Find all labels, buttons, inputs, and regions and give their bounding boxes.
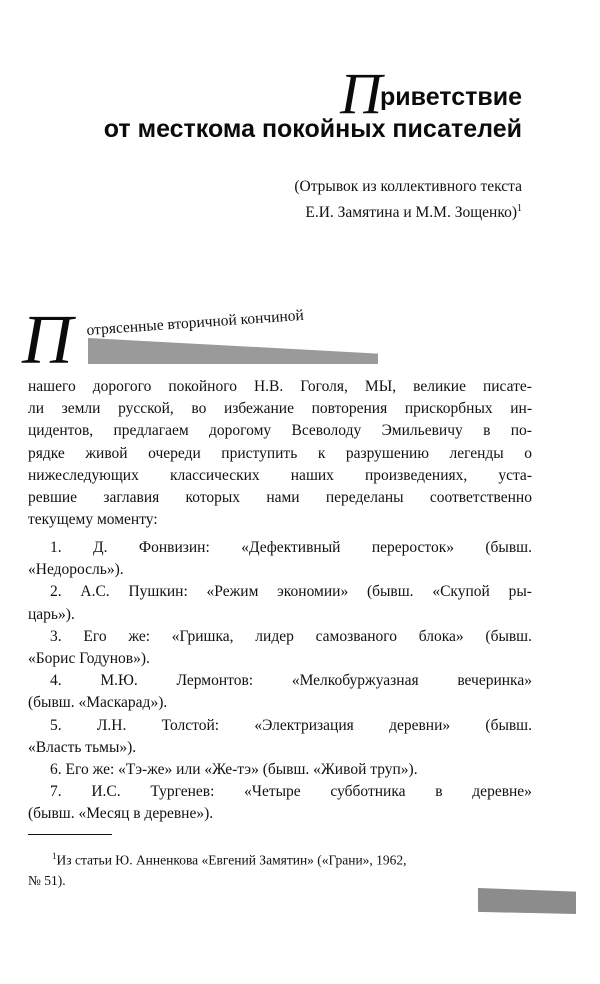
body-line: ревшие заглавия которых нами переделаны соответственно	[28, 489, 532, 507]
list-item	[28, 781, 532, 825]
footnote-mark: 1	[52, 851, 57, 861]
subtitle-footnote-mark: 1	[517, 203, 522, 214]
chapter-title	[103, 61, 522, 144]
renamed-works-list	[28, 537, 532, 826]
list-item	[28, 670, 532, 714]
subtitle	[294, 176, 522, 224]
list-item-line-1: 4. М.Ю. Лермонтов: «Мелкобуржуазная вечеринка»	[50, 672, 532, 690]
body-line: текущему моменту:	[28, 511, 158, 529]
body-line: ли земли русской, во избежание повторения прискорбных ин-	[28, 400, 532, 418]
list-item-line-2: «Недоросль»).	[28, 561, 124, 579]
title-line-1	[104, 61, 522, 126]
lead-in	[22, 302, 382, 379]
list-item-line-2: (бывш. «Маскарад»).	[28, 694, 168, 712]
list-item	[28, 759, 532, 781]
list-item-line-1: 7. И.С. Тургенев: «Четыре субботника в деревне»	[50, 783, 532, 801]
body-line: рядке живой очереди приступить к разрушению легенды о	[28, 444, 532, 462]
list-item-line-1: 5. Л.Н. Толстой: «Электризация деревни» (бывш.	[50, 716, 532, 734]
list-item-line-1: 6. Его же: «Тэ-же» или «Же-тэ» (бывш. «Живой труп»).	[50, 761, 418, 779]
list-item	[28, 715, 532, 759]
list-item	[28, 581, 532, 625]
list-item-line-1: 2. А.С. Пушкин: «Режим экономии» (бывш. «Скупой ры-	[50, 583, 532, 601]
list-item-line-2: (бывш. «Месяц в деревне»).	[28, 805, 214, 823]
title-line-2: от месткома покойных писателей	[103, 115, 522, 143]
lead-drop-cap: П	[22, 302, 73, 379]
subtitle-line-2	[294, 198, 522, 224]
body-line: цидентов, предлагаем дорогому Всеволоду Эмильевичу в по-	[28, 422, 532, 440]
list-item-line-1: 1. Д. Фонвизин: «Дефективный переросток» (бывш.	[50, 539, 532, 556]
list-item-line-2: царь»).	[28, 605, 75, 623]
lead-shading	[88, 338, 378, 364]
body-paragraph	[28, 376, 532, 531]
list-item-line-1: 3. Его же: «Гришка, лидер самозваного блока» (бывш.	[50, 627, 532, 645]
title-drop-cap: П	[340, 61, 383, 126]
lead-text: отрясенные вторичной кончиной	[86, 306, 305, 339]
footnote-rule	[28, 834, 112, 835]
title-line-1-text: риветствие	[380, 83, 522, 111]
body-line: нашего дорогого покойного Н.В. Гоголя, МЫ, великие писате-	[28, 378, 532, 395]
body-line: нижеследующих классических наших произведениях, уста-	[28, 466, 532, 484]
subtitle-line-2-text: Е.И. Замятина и М.М. Зощенко)	[305, 204, 517, 222]
list-item-line-2: «Власть тьмы»).	[28, 738, 137, 756]
list-item-line-2: «Борис Годунов»).	[28, 650, 150, 668]
scan-shading-mark	[478, 888, 576, 914]
list-item	[28, 537, 532, 581]
footnote-line-1	[28, 846, 528, 871]
footnote-line-1-text: Из статьи Ю. Анненкова «Евгений Замятин» («Грани», 1962,	[56, 852, 407, 868]
footnote-line-2: № 51).	[28, 872, 66, 888]
list-item	[28, 626, 532, 670]
subtitle-line-1: (Отрывок из коллективного текста	[294, 178, 522, 195]
footnote	[28, 846, 528, 891]
